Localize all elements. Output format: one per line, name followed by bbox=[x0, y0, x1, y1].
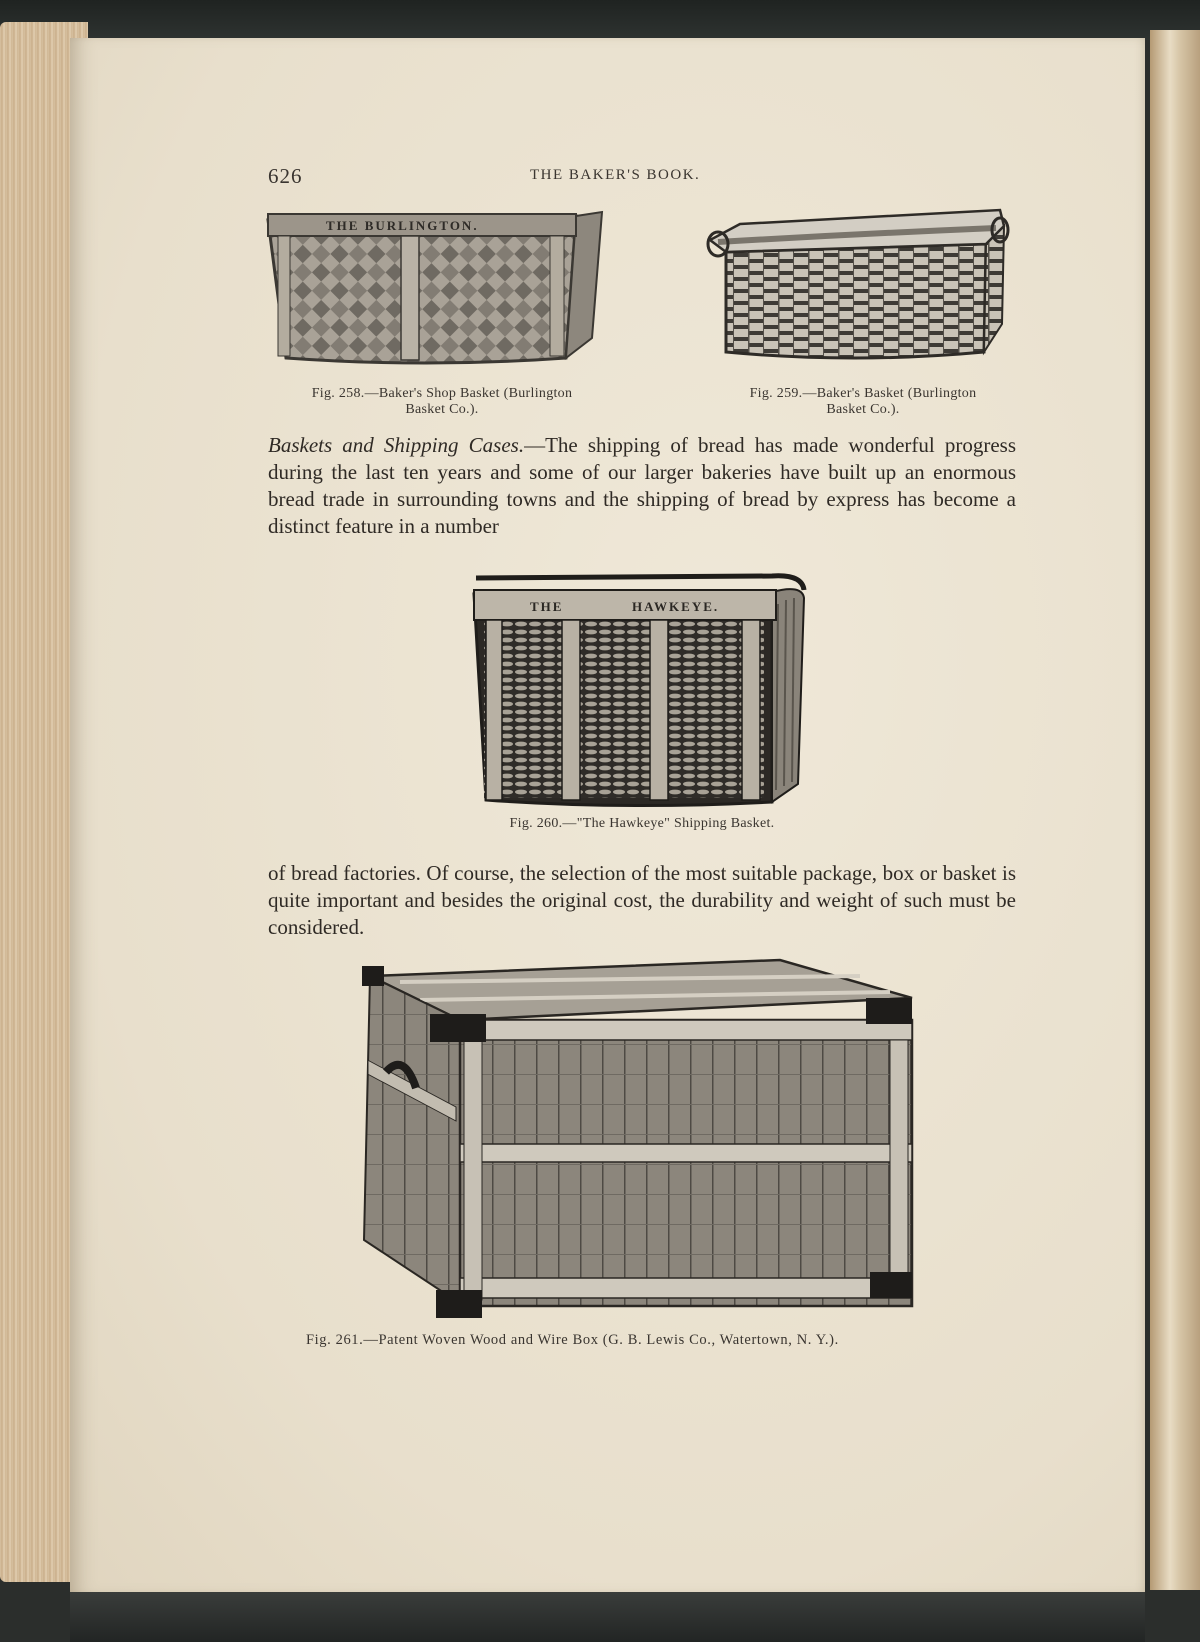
facing-page-edge bbox=[1150, 30, 1200, 1590]
book-cover bbox=[0, 0, 1200, 40]
section-heading: Baskets and Shipping Cases. bbox=[268, 433, 525, 457]
caption-fig-261: Fig. 261.—Patent Woven Wood and Wire Box (G. B. Lewis Co., Watertown, N. Y.). bbox=[306, 1332, 839, 1348]
figure-261-wood-wire-box bbox=[360, 956, 920, 1328]
basket-label-258: THE BURLINGTON. bbox=[326, 218, 479, 233]
page-number: 626 bbox=[268, 164, 303, 188]
figure-258-shop-basket bbox=[266, 208, 606, 383]
caption-259-line2: Basket Co.). bbox=[826, 402, 900, 417]
caption-fig-258 bbox=[262, 386, 622, 418]
caption-fig-259 bbox=[698, 386, 1028, 418]
caption-fig-260: Fig. 260.—"The Hawkeye" Shipping Basket. bbox=[509, 816, 775, 831]
paragraph-2: of bread factories. Of course, the selection of the most suitable package, box or basket is quite important and besides the original cost, the durability and weight of such must be considered. bbox=[268, 861, 1016, 939]
page-title: THE BAKER'S BOOK. bbox=[530, 167, 701, 183]
paragraph-1 bbox=[268, 432, 1016, 540]
book-cover-bottom bbox=[70, 1592, 1145, 1642]
basket-label-260-right: HAWKEYE. bbox=[632, 599, 720, 614]
caption-258-line1: Fig. 258.—Baker's Shop Basket (Burlington bbox=[311, 386, 573, 401]
caption-259-line1: Fig. 259.—Baker's Basket (Burlington bbox=[749, 386, 977, 401]
basket-label-260-left: THE bbox=[530, 599, 564, 614]
figure-259-bakers-basket bbox=[704, 204, 1014, 372]
running-head bbox=[268, 164, 738, 188]
caption-258-line2: Basket Co.). bbox=[405, 402, 479, 417]
paragraph-1-text: —The shipping of bread has made wonderful progress during the last ten years and some of our larger bakeries have built up an enormous bread trade in surrounding towns and the shipping of bread by express has become a distinct feature in a number bbox=[268, 433, 1016, 538]
figure-260-hawkeye-basket bbox=[472, 564, 812, 814]
